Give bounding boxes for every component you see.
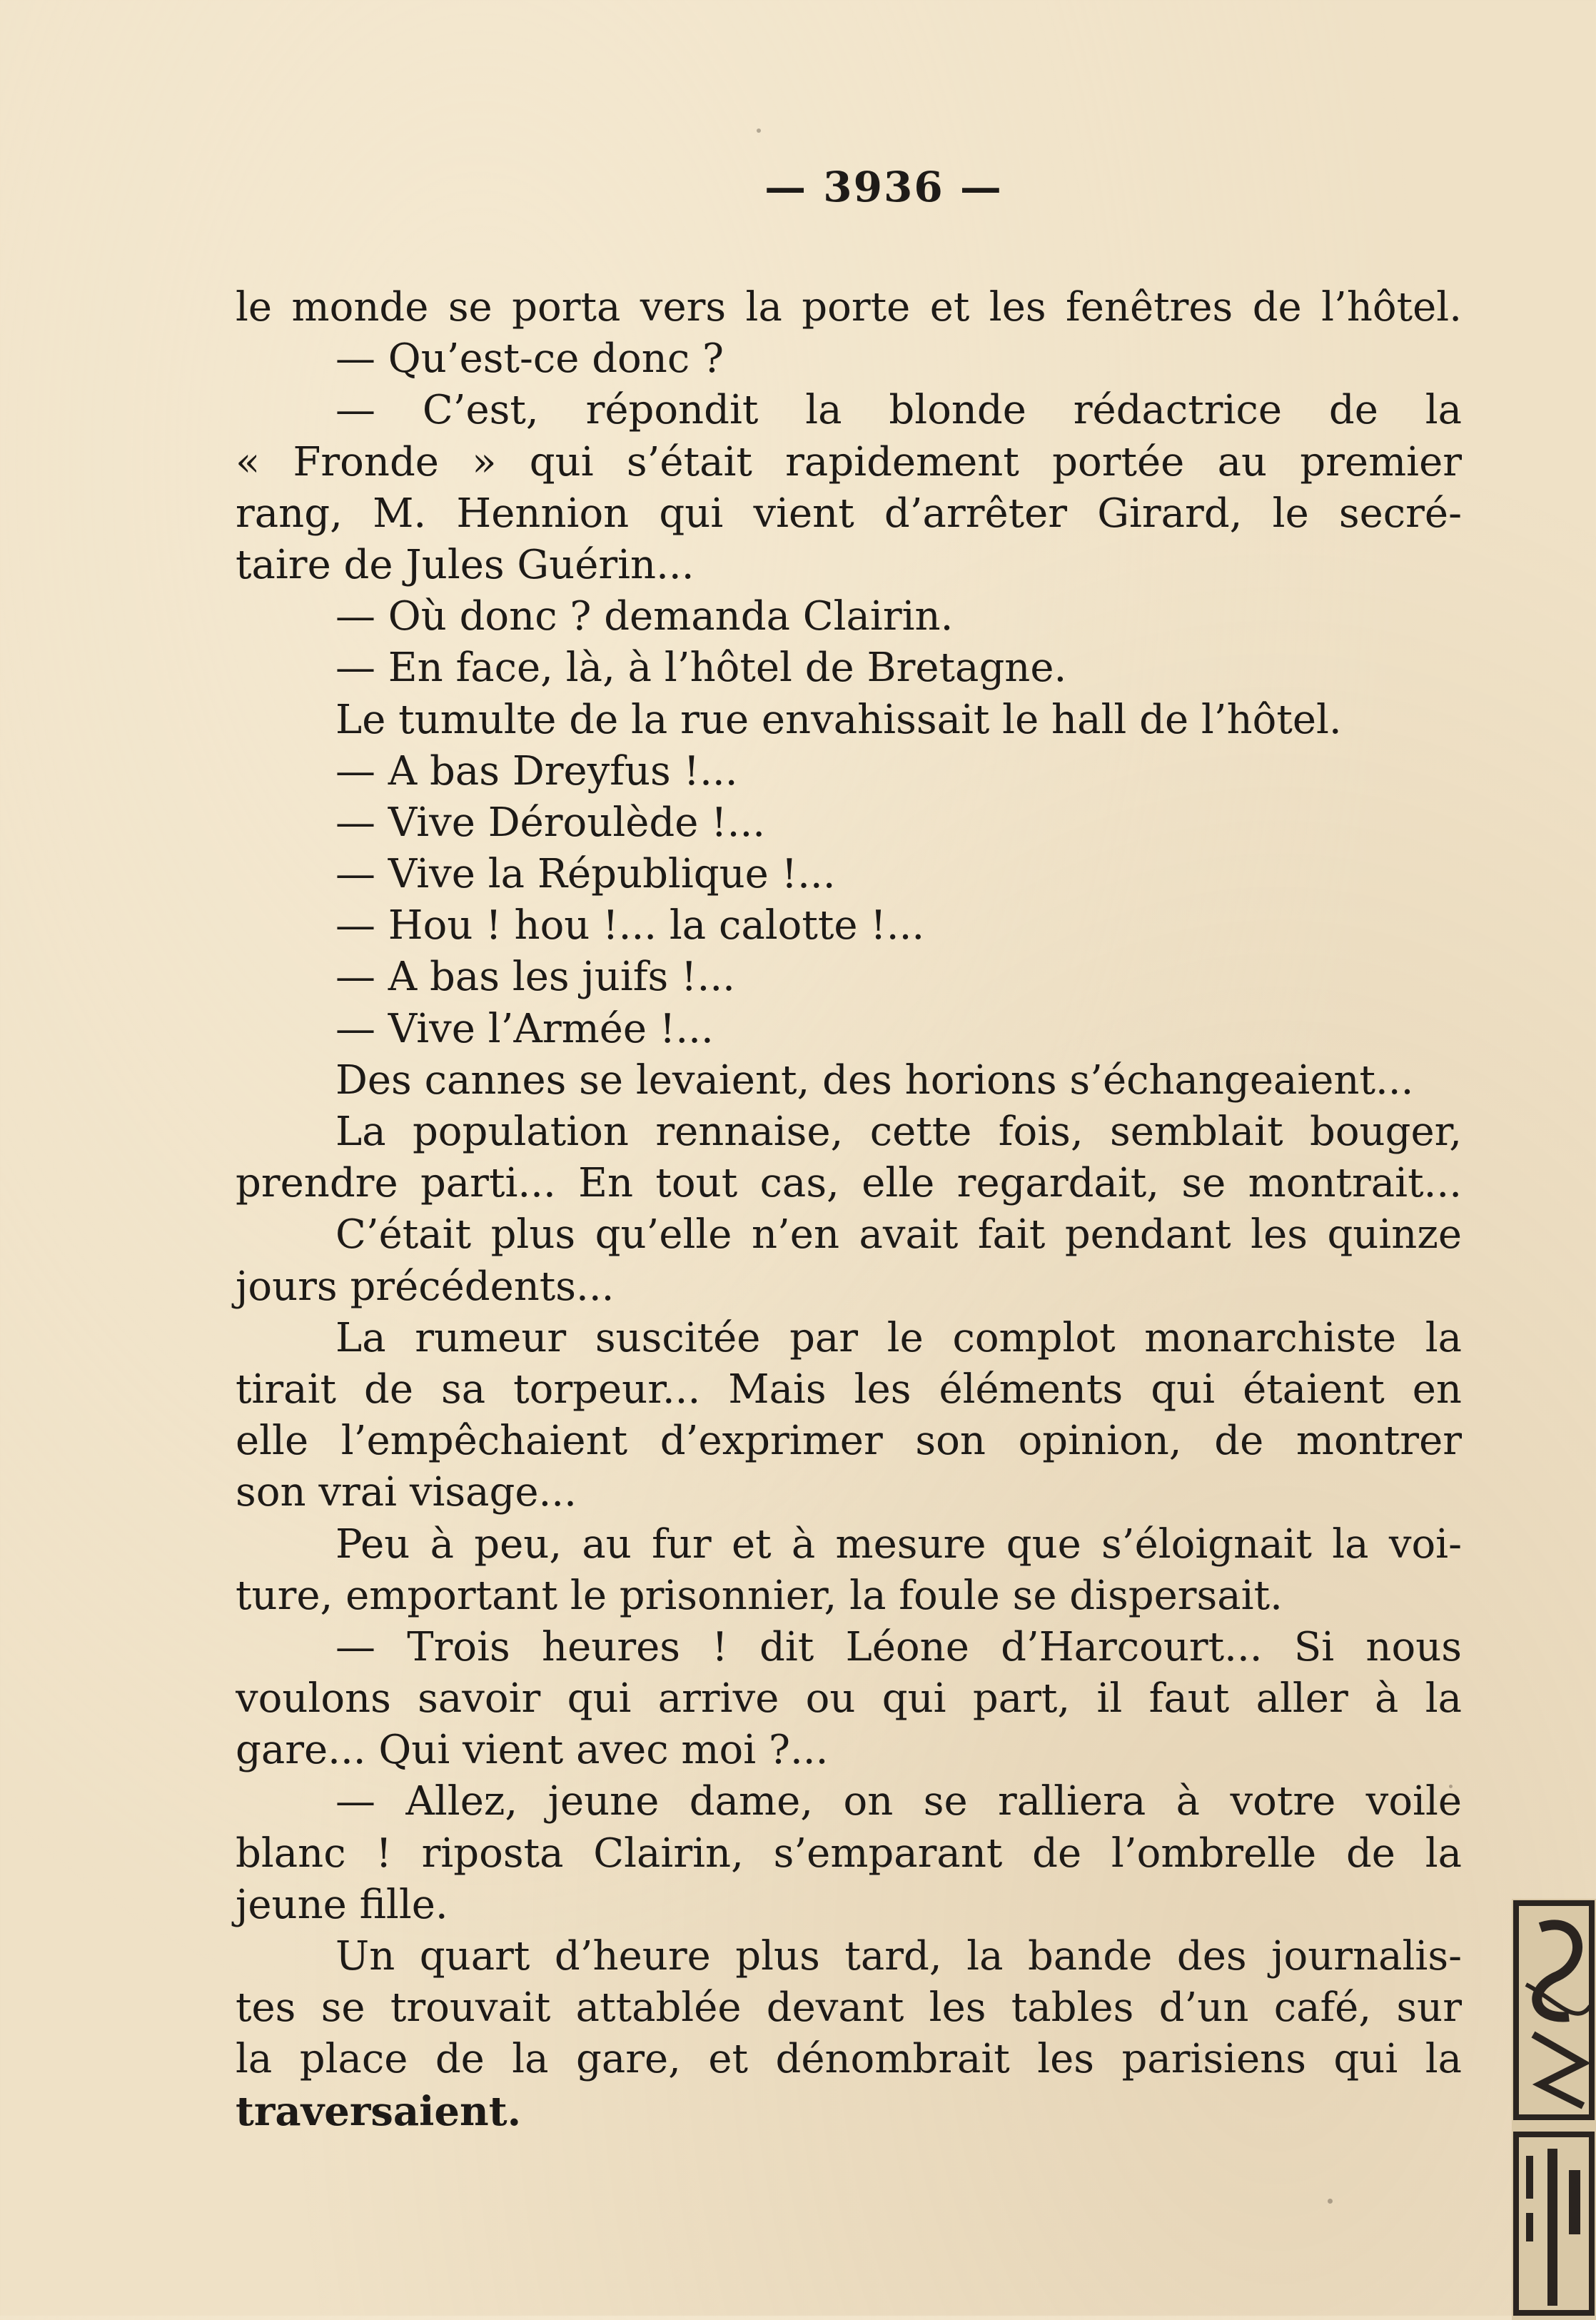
text-line: jours précédents... [236,1263,615,1310]
text-line: rang, M. Hennion qui vient d’arrêter Girard, le secré- [236,490,1462,537]
text-line: — Hou ! hou !... la calotte !... [335,902,925,949]
text-line: C’était plus qu’elle n’en avait fait pendant les quinze [335,1211,1462,1259]
text-line: voulons savoir qui arrive ou qui part, il faut aller à la [236,1675,1462,1723]
text-line: taire de Jules Guérin... [236,541,695,588]
text-line: gare... Qui vient avec moi ?... [236,1727,829,1774]
text-line: — Vive l’Armée !... [335,1005,714,1052]
text-line: — Vive Déroulède !... [335,799,766,846]
page-number: — 3936 — [764,163,1003,211]
ornament-icon [1512,1899,1596,2320]
text-line: jeune fille. [236,1881,448,1928]
text-line: elle l’empêchaient d’exprimer son opinion, de montrer [236,1418,1462,1465]
text-line: Un quart d’heure plus tard, la bande des journalis- [335,1933,1462,1979]
text-line: son vrai visage... [236,1469,577,1516]
text-line: prendre parti... En tout cas, elle regardait, se montrait... [236,1160,1462,1207]
text-line: Peu à peu, au fur et à mesure que s’éloignait la voi- [335,1520,1462,1568]
text-line: la place de la gare, et dénombrait les parisiens qui la [236,2036,1462,2083]
text-line: La rumeur suscitée par le complot monarchiste la [335,1314,1462,1361]
text-line: le monde se porta vers la porte et les fenêtres de l’hôtel. [236,284,1462,331]
decorative-border-ornament [1512,1899,1596,2320]
text-line: blanc ! riposta Clairin, s’emparant de l’ombrelle de la [236,1830,1462,1877]
text-line: traversaient. [236,2087,522,2135]
text-line: « Fronde » qui s’était rapidement portée au premier [236,438,1462,485]
text-line: ture, emportant le prisonnier, la foule se dispersait. [236,1572,1283,1619]
text-line: — C’est, répondit la blonde rédactrice de la [335,387,1462,434]
text-line: tes se trouvait attablée devant les tables d’un café, sur [236,1984,1462,2032]
text-line: — Qu’est-ce donc ? [335,336,724,383]
text-line: — Vive la République !... [335,851,836,898]
text-line: Le tumulte de la rue envahissait le hall de l’hôtel. [335,696,1342,743]
text-line: Des cannes se levaient, des horions s’échangeaient... [335,1056,1414,1104]
text-line: — Trois heures ! dit Léone d’Harcourt... Si nous [335,1623,1462,1670]
text-line: — Allez, jeune dame, on se ralliera à votre voile [335,1778,1462,1825]
body-text [236,282,1462,2137]
text-line: — A bas les juifs !... [335,954,735,1001]
text-line: La population rennaise, cette fois, semblait bouger, [335,1109,1462,1155]
text-line: — A bas Dreyfus !... [335,747,738,795]
text-line: — Où donc ? demanda Clairin. [335,593,954,640]
text-line: tirait de sa torpeur... Mais les éléments qui étaient en [236,1366,1462,1413]
text-line: — En face, là, à l’hôtel de Bretagne. [335,645,1067,692]
